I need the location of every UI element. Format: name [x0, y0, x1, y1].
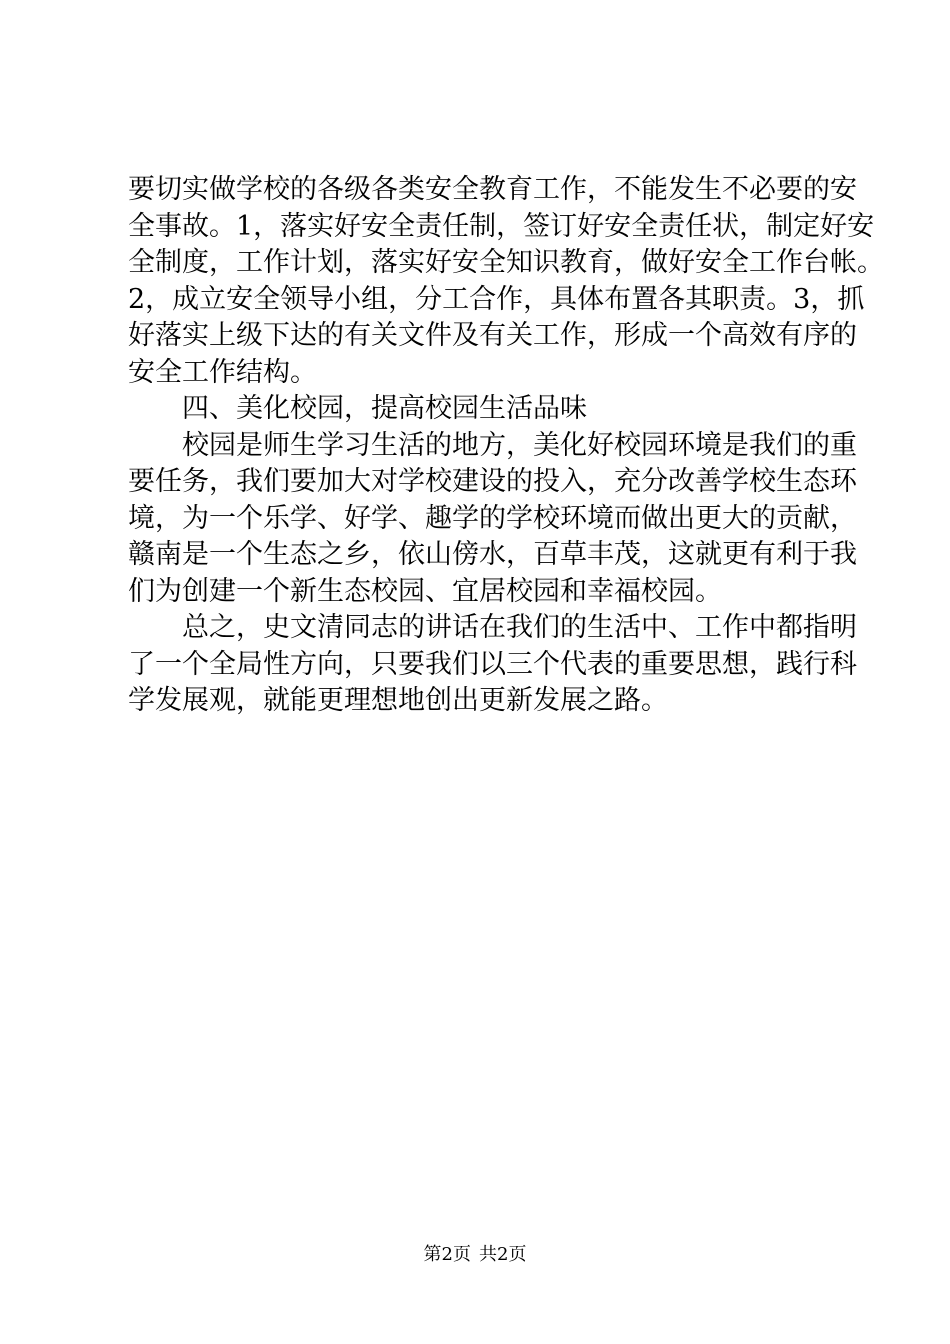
page-number: 第2页 [423, 1244, 471, 1265]
page-footer [0, 1243, 950, 1267]
text-line: 2，成立安全领导小组，分工合作，具体布置各其职责。3，抓 [128, 283, 865, 315]
text-line: 校园是师生学习生活的地方，美化好校园环境是我们的重 [182, 429, 857, 461]
text-line: 全事故。1，落实好安全责任制，签订好安全责任状，制定好安 [128, 210, 875, 242]
text-line: 全制度，工作计划，落实好安全知识教育，做好安全工作台帐。 [128, 247, 884, 278]
text-line: 安全工作结构。 [128, 356, 317, 388]
paragraph-campus [128, 428, 857, 611]
text-line: 境，为一个乐学、好学、趣学的学校环境而做出更大的贡献， [128, 502, 857, 534]
text-line: 了一个全局性方向，只要我们以三个代表的重要思想，践行科 [128, 648, 857, 680]
paragraph-conclusion [128, 610, 857, 720]
text-line: 总之，史文清同志的讲话在我们的生活中、工作中都指明 [182, 612, 857, 643]
document-body [128, 172, 884, 720]
text-line: 赣南是一个生态之乡，依山傍水，百草丰茂，这就更有利于我 [128, 539, 857, 570]
text-line: 要切实做学校的各级各类安全教育工作，不能发生不必要的安 [128, 174, 857, 205]
page-total: 共2页 [479, 1244, 527, 1265]
section-heading: 四、美化校园，提高校园生活品味 [182, 393, 587, 424]
text-line: 要任务，我们要加大对学校建设的投入，充分改善学校生态环 [128, 466, 857, 497]
text-line: 学发展观，就能更理想地创出更新发展之路。 [128, 685, 668, 716]
text-line: 好落实上级下达的有关文件及有关工作，形成一个高效有序的 [128, 320, 857, 351]
paragraph-safety [128, 172, 884, 391]
text-line: 们为创建一个新生态校园、宜居校园和幸福校园。 [128, 575, 722, 607]
